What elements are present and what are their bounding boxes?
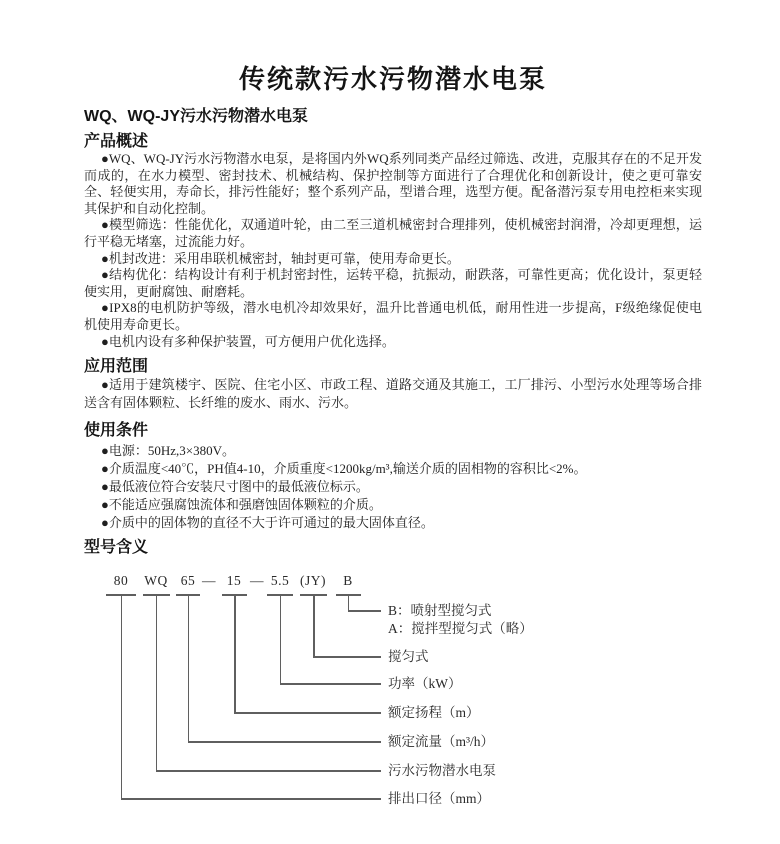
connector-horizontal-15: [234, 712, 381, 714]
model-label-a-stir: A：搅拌型搅匀式（略）: [388, 621, 533, 636]
connector-horizontal-wq: [156, 770, 382, 772]
model-label-b-jet: B：喷射型搅匀式: [388, 603, 492, 618]
overview-bullet-3: ●机封改进：采用串联机械密封，轴封更可靠，使用寿命更长。: [101, 250, 460, 266]
model-token-b: B: [343, 573, 353, 588]
model-token-wq: WQ: [144, 573, 168, 588]
connector-horizontal-5-5: [280, 683, 382, 685]
condition-bullet-1: ●电源：50Hz,3×380V。: [101, 443, 235, 459]
model-label-power: 功率（kW）: [388, 676, 462, 691]
model-token-dash-1: —: [202, 573, 216, 588]
conditions-list: [84, 442, 702, 532]
model-label-mixing: 搅匀式: [388, 649, 429, 664]
section-heading-overview: 产品概述: [84, 133, 149, 150]
connector-vertical-80: [121, 594, 123, 798]
overview-bullet-4: ●结构优化：结构设计有利于机封密封性，运转平稳，抗振动，耐跌落，可靠性更高；优化设计，泵更轻便实用，更耐腐蚀、耐磨耗。: [84, 267, 702, 299]
document-content: [0, 64, 780, 557]
model-token-80: 80: [113, 573, 129, 588]
application-bullet-1: ●适用于建筑楼宇、医院、住宅小区、市政工程、道路交通及其施工，工厂排污、小型污水处理等场合排送含有固体颗粒、长纤维的废水、雨水、污水。: [84, 377, 702, 410]
section-heading-application: 应用范围: [84, 358, 149, 376]
model-token-15: 15: [226, 573, 242, 588]
condition-bullet-3: ●最低液位符合安装尺寸图中的最低液位标示。: [101, 479, 369, 495]
model-token-5-5: 5.5: [270, 573, 290, 588]
condition-bullet-4: ●不能适应强腐蚀流体和强磨蚀固体颗粒的介质。: [101, 497, 382, 513]
page-title: 传统款污水污物潜水电泵: [238, 64, 547, 94]
overview-bullet-5: ●IPX8的电机防护等级，潜水电机冷却效果好，温升比普通电机低，耐用性进一步提高，F级绝缘促使电机使用寿命更长。: [84, 300, 702, 332]
overview-bullet-2: ●模型筛选：性能优化，双通道叶轮，由二至三道机械密封合理排列，使机械密封润滑，冷却更理想，运行平稳无堵塞，过流能力好。: [84, 217, 702, 249]
connector-vertical-wq: [156, 594, 158, 770]
connector-vertical-5-5: [280, 594, 282, 683]
overview-bullet-1: ●WQ、WQ-JY污水污物潜水电泵，是将国内外WQ系列同类产品经过筛选、改进，克服其存在的不足开发而成的，在水力模型、密封技术、机械结构、保护控制等方面进行了合理优化和创新设计，使之更可靠安全、轻便实用，寿命长，排污性能好；整个系列产品，型谱合理，选型方便。配备潜污泵专用电控柜来实现其保护和自动化控制。: [84, 151, 702, 216]
model-token-jy: (JY): [300, 573, 326, 588]
model-label-flow: 额定流量（m³/h）: [388, 734, 495, 749]
model-label-head: 额定扬程（m）: [388, 705, 480, 720]
connector-vertical-b: [348, 594, 350, 610]
model-label-outlet: 排出口径（mm）: [388, 791, 491, 806]
model-code-diagram: [0, 570, 780, 826]
model-label-pump-type: 污水污物潜水电泵: [388, 763, 496, 778]
section-heading-model: 型号含义: [84, 539, 149, 557]
condition-bullet-2: ●介质温度<40℃，PH值4-10，介质重度<1200kg/m³,输送介质的固相物的容积比<2%。: [101, 461, 587, 477]
condition-bullet-5: ●介质中的固体物的直径不大于许可通过的最大固体直径。: [101, 515, 434, 531]
connector-horizontal-b: [348, 610, 382, 612]
section-heading-conditions: 使用条件: [84, 422, 149, 440]
connector-vertical-65: [188, 594, 190, 741]
connector-vertical-15: [234, 594, 236, 712]
product-subtitle: WQ、WQ-JY污水污物潜水电泵: [84, 108, 308, 125]
connector-horizontal-80: [121, 798, 382, 800]
model-token-65: 65: [180, 573, 196, 588]
connector-horizontal-65: [188, 741, 382, 743]
connector-vertical-jy: [313, 594, 315, 656]
connector-horizontal-jy: [313, 656, 381, 658]
model-token-dash-2: —: [250, 573, 264, 588]
overview-bullet-6: ●电机内设有多种保护装置，可方便用户优化选择。: [101, 333, 395, 349]
